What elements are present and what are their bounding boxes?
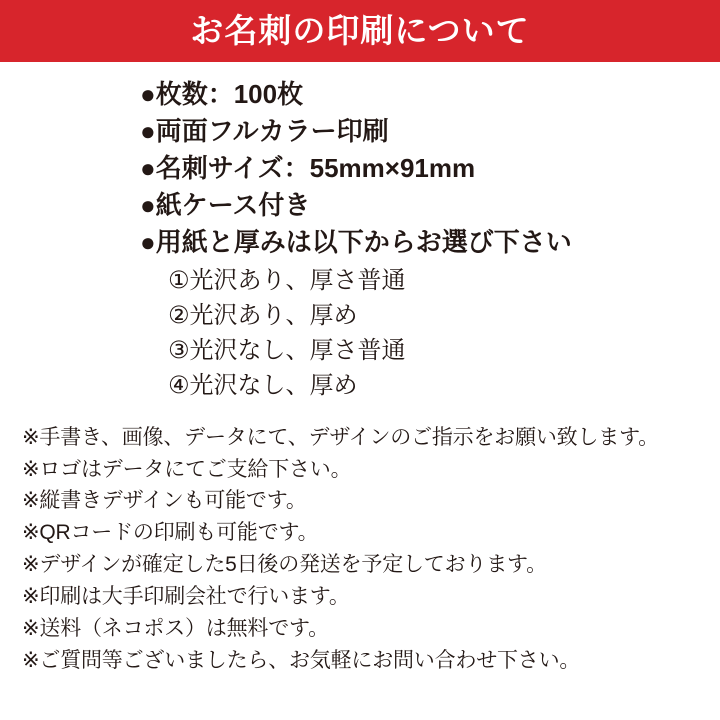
note-item: ※手書き、画像、データにて、デザインのご指示をお願い致します。: [22, 425, 659, 449]
paper-option-item: ③光沢なし、厚さ普通: [168, 337, 406, 365]
note-item: ※縦書きデザインも可能です。: [22, 489, 307, 513]
notes-list: [0, 404, 720, 677]
spec-item: ●紙ケース付き: [140, 189, 311, 220]
note-item: ※QRコードの印刷も可能です。: [22, 521, 319, 545]
spec-item: ●両面フルカラー印刷: [140, 115, 389, 146]
paper-option-item: ①光沢あり、厚さ普通: [168, 266, 406, 294]
paper-option-item: ②光沢あり、厚め: [168, 301, 358, 329]
note-item: ※印刷は大手印刷会社で行います。: [22, 585, 350, 609]
note-item: ※デザインが確定した5日後の発送を予定しております。: [22, 553, 547, 577]
spec-item: ●用紙と厚みは以下からお選び下さい: [140, 226, 572, 257]
note-item: ※ご質問等ございましたら、お気軽にお問い合わせ下さい。: [22, 648, 581, 672]
note-item: ※ロゴはデータにてご支給下さい。: [22, 457, 352, 481]
page-title: お名刺の印刷について: [0, 0, 720, 62]
spec-list: [0, 62, 720, 261]
note-item: ※送料（ネコポス）は無料です。: [22, 617, 329, 641]
spec-item: ●枚数：100枚: [140, 79, 304, 109]
paper-option-list: [0, 261, 720, 404]
spec-item: ●名刺サイズ：55mm×91mm: [140, 152, 476, 183]
paper-option-item: ④光沢なし、厚め: [168, 372, 358, 400]
